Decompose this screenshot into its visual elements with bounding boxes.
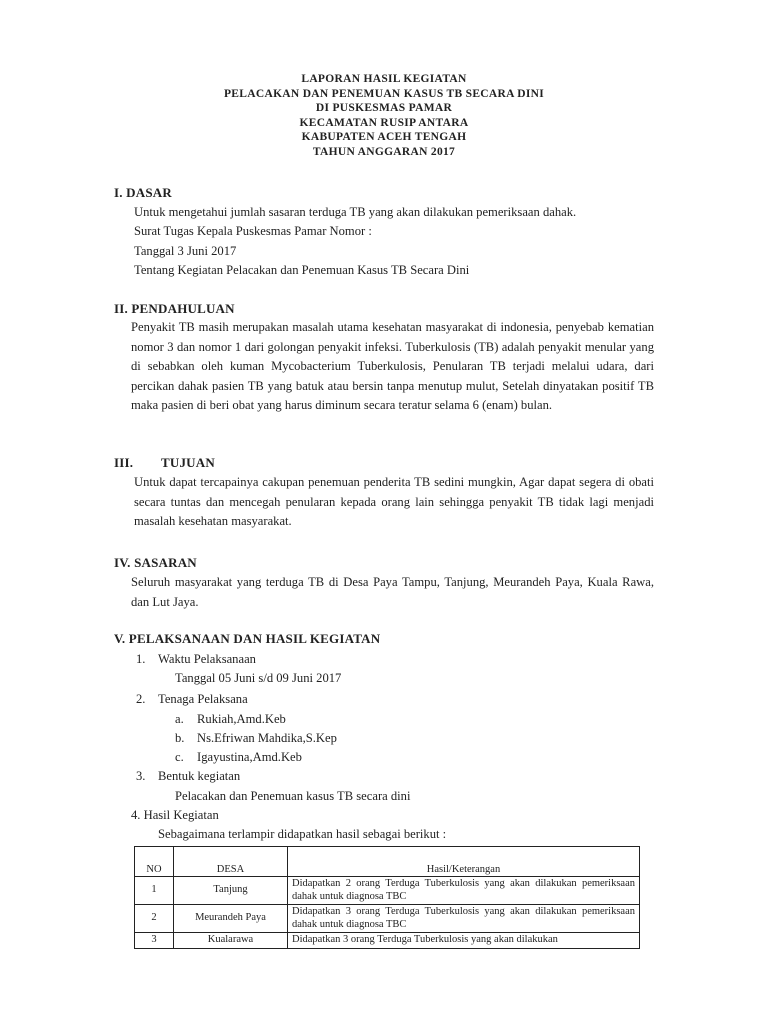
hasil-label: 4. Hasil Kegiatan <box>131 808 219 822</box>
pendahuluan-paragraph: Penyakit TB masih merupakan masalah utama kesehatan masyarakat di indonesia, penyebab kematian nomor 3 dan nomor 1 dari golongan penyakit infeksi. Tuberkulosis (TB) adalah penyakit menular yang di sebabkan oleh kuman Mycobacterium Tuberkulosis, Penularan TB terjadi melalui udara, dari percikan dahak pasien TB yang batuk atau bersin tanpa menutup mulut, Setelah dinyatakan positif TB maka pasien di beri obat yang harus diminum secara teratur selama 6 (enam) bulan. <box>131 320 654 413</box>
staff-name: Rukiah,Amd.Keb <box>197 712 286 726</box>
title-line: DI PUSKESMAS PAMAR <box>315 102 453 115</box>
dasar-line: Surat Tugas Kepala Puskesmas Pamar Nomor : <box>134 224 372 238</box>
dasar-line: Untuk mengetahui jumlah sasaran terduga TB yang akan dilakukan pemeriksaan dahak. <box>134 205 577 219</box>
cell-no: 1 <box>135 877 174 905</box>
table-row <box>135 933 640 949</box>
sasaran-paragraph: Seluruh masyarakat yang terduga TB di Desa Paya Tampu, Tanjung, Meurandeh Paya, Kuala Rawa, dan Lut Jaya. <box>131 575 654 609</box>
table-row <box>135 905 640 933</box>
staff-letter: b. <box>175 731 185 745</box>
list-number: 3. <box>136 769 146 783</box>
dasar-line: Tentang Kegiatan Pelacakan dan Penemuan Kasus TB Secara Dini <box>134 263 470 277</box>
staff-letter: c. <box>175 750 184 764</box>
staff-letter: a. <box>175 712 184 726</box>
cell-no: 2 <box>135 905 174 933</box>
section-dasar-heading: I. DASAR <box>114 185 172 200</box>
list-number: 2. <box>136 692 146 706</box>
title-line: TAHUN ANGGARAN 2017 <box>312 145 456 158</box>
cell-desa: Tanjung <box>174 877 288 905</box>
list-number: 1. <box>136 652 146 666</box>
dasar-line: Tanggal 3 Juni 2017 <box>134 244 237 258</box>
title-line: KECAMATAN RUSIP ANTARA <box>299 116 469 129</box>
section-tujuan-number: III. <box>114 455 134 470</box>
cell-desa: Meurandeh Paya <box>174 905 288 933</box>
results-table <box>134 846 640 949</box>
column-header-hasil: Hasil/Keterangan <box>288 847 640 877</box>
cell-no: 3 <box>135 933 174 949</box>
column-header-desa: DESA <box>174 847 288 877</box>
bentuk-value: Pelacakan dan Penemuan kasus TB secara dini <box>175 789 411 803</box>
cell-keterangan: Didapatkan 3 orang Terduga Tuberkulosis yang akan dilakukan <box>288 933 640 949</box>
cell-keterangan: Didapatkan 3 orang Terduga Tuberkulosis yang akan dilakukan pemeriksaan dahak untuk diagnosa TBC <box>288 905 640 933</box>
title-line: KABUPATEN ACEH TENGAH <box>301 131 467 144</box>
section-pelaksanaan-heading: V. PELAKSANAAN DAN HASIL KEGIATAN <box>114 631 381 646</box>
table-header-row <box>135 847 640 877</box>
staff-name: Ns.Efriwan Mahdika,S.Kep <box>197 731 337 745</box>
cell-keterangan: Didapatkan 2 orang Terduga Tuberkulosis yang akan dilakukan pemeriksaan dahak untuk diagnosa TBC <box>288 877 640 905</box>
title-line: LAPORAN HASIL KEGIATAN <box>301 73 467 85</box>
column-header-no: NO <box>135 847 174 877</box>
section-tujuan-heading: TUJUAN <box>161 455 215 470</box>
cell-desa: Kualarawa <box>174 933 288 949</box>
section-pendahuluan-heading: II. PENDAHULUAN <box>114 301 235 316</box>
tenaga-label: Tenaga Pelaksana <box>158 692 248 706</box>
staff-name: Igayustina,Amd.Keb <box>197 750 302 764</box>
table-row <box>135 877 640 905</box>
waktu-value: Tanggal 05 Juni s/d 09 Juni 2017 <box>175 671 342 685</box>
section-sasaran-heading: IV. SASARAN <box>114 555 197 570</box>
waktu-label: Waktu Pelaksanaan <box>158 652 256 666</box>
title-line: PELACAKAN DAN PENEMUAN KASUS TB SECARA DINI <box>223 87 545 100</box>
hasil-intro: Sebagaimana terlampir didapatkan hasil sebagai berikut : <box>158 827 447 841</box>
tujuan-paragraph: Untuk dapat tercapainya cakupan penemuan penderita TB sedini mungkin, Agar dapat segera di obati secara tuntas dan mencegah penularan kepada orang lain sehingga penyakit TB tidak lagi menjadi masalah kesehatan masyarakat. <box>134 475 654 529</box>
report-title <box>0 72 768 160</box>
bentuk-label: Bentuk kegiatan <box>158 769 241 783</box>
